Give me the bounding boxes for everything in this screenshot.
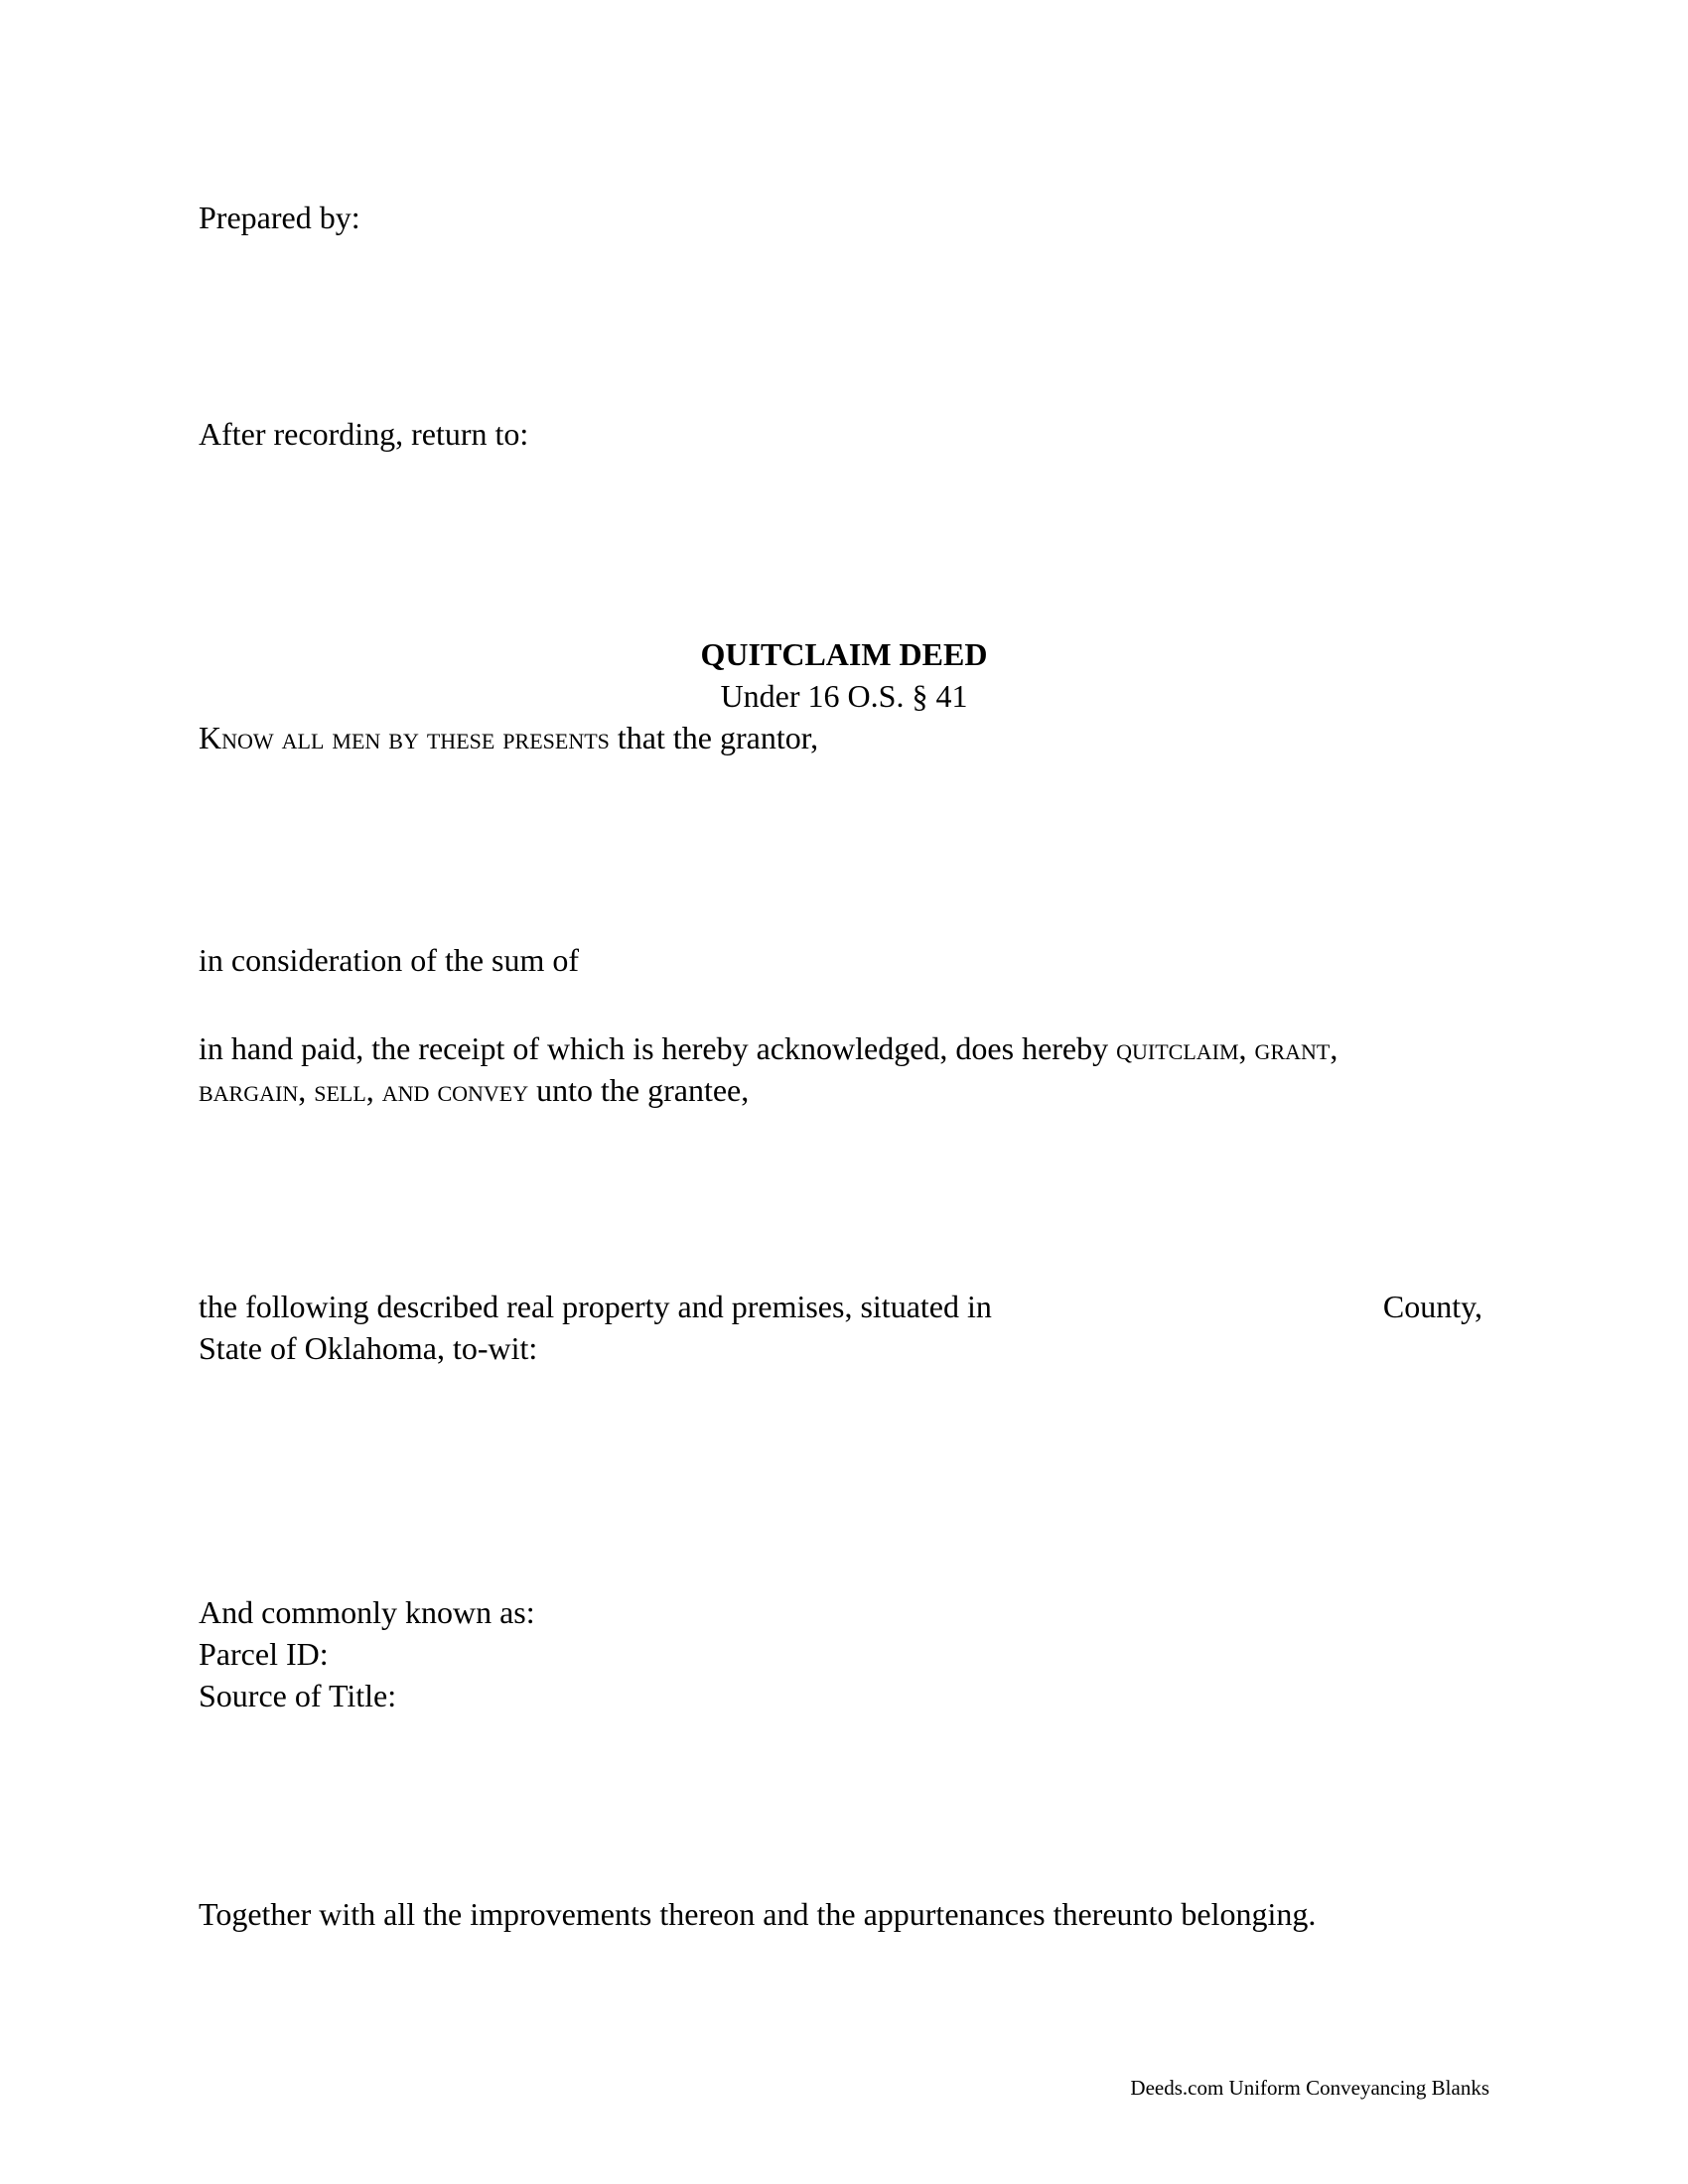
- property-location-line: [199, 1286, 1482, 1327]
- county-label: County,: [1382, 1289, 1482, 1324]
- return-to-label: After recording, return to:: [199, 416, 529, 452]
- state-text: State of Oklahoma, to-wit:: [199, 1330, 538, 1366]
- commonly-known-label: And commonly known as:: [199, 1594, 535, 1630]
- grantee-text: unto the grantee,: [528, 1072, 750, 1108]
- property-text: the following described real property and premises, situated in: [199, 1289, 992, 1324]
- consideration-clause: in consideration of the sum of: [199, 942, 580, 978]
- quitclaim-phrase: quitclaim, grant,: [1116, 1030, 1338, 1066]
- grantor-clause: [199, 717, 818, 758]
- bargain-phrase: bargain, sell, and convey: [199, 1072, 529, 1108]
- prepared-by-label: Prepared by:: [199, 200, 360, 235]
- improvements-clause: Together with all the improvements thereon and the appurtenances thereunto belonging.: [199, 1896, 1317, 1932]
- know-all-men-phrase: Know all men by these presents: [199, 720, 610, 755]
- parcel-id-label: Parcel ID:: [199, 1636, 329, 1672]
- statute-reference: Under 16 O.S. § 41: [720, 678, 968, 714]
- hand-paid-text: in hand paid, the receipt of which is hereby acknowledged, does hereby: [199, 1030, 1117, 1066]
- grantor-text: that the grantor,: [609, 720, 819, 755]
- source-of-title-label: Source of Title:: [199, 1678, 397, 1713]
- hand-paid-clause: [199, 1027, 1337, 1069]
- document-title: QUITCLAIM DEED: [700, 636, 988, 672]
- grantee-clause: [199, 1069, 749, 1111]
- footer-text: Deeds.com Uniform Conveyancing Blanks: [1130, 2076, 1489, 2100]
